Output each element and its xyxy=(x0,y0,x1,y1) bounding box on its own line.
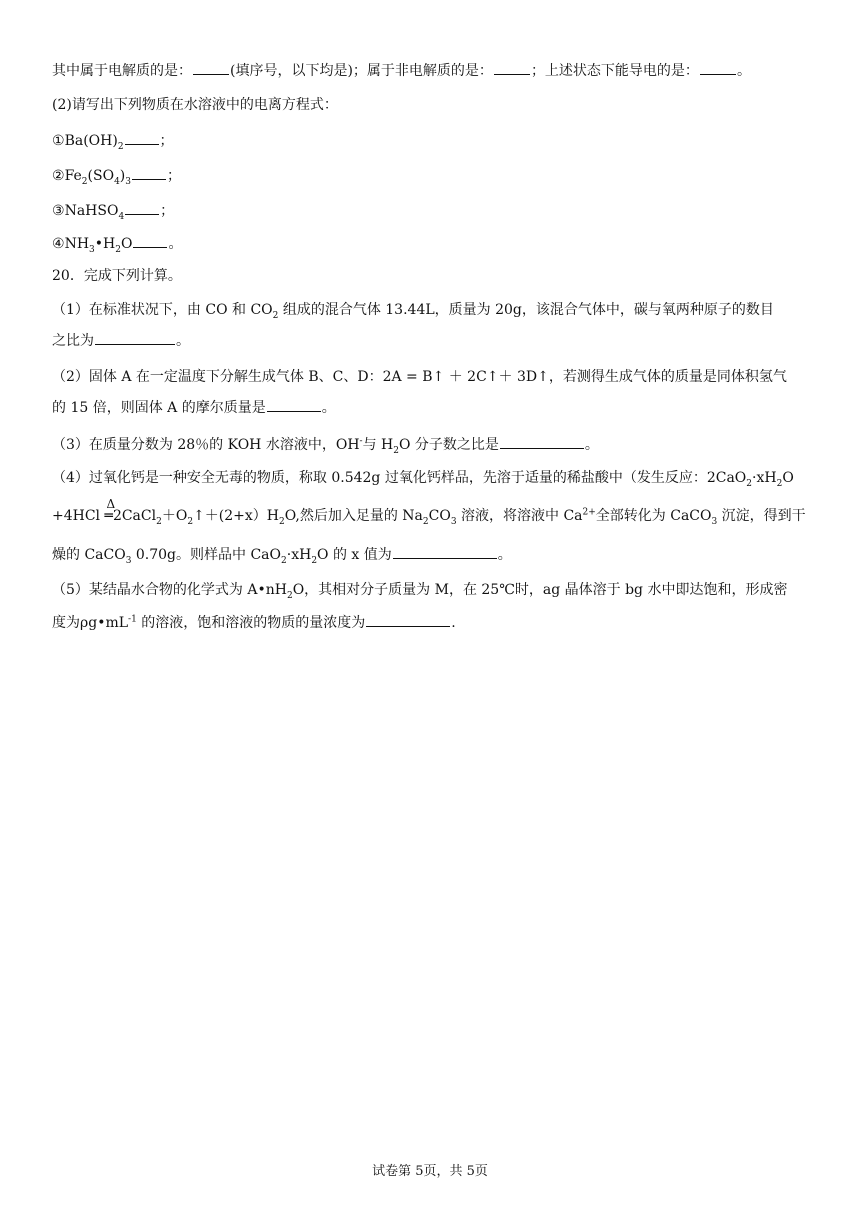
answer-blank[interactable] xyxy=(393,544,497,559)
question-20-heading: 20．完成下列计算。 xyxy=(52,268,182,284)
answer-blank[interactable] xyxy=(132,165,166,180)
q20-3-line: （3）在质量分数为 28％的 KOH 水溶液中，OH-与 $H_2O$ 分子数之比是 。 xyxy=(52,434,599,455)
answer-blank[interactable] xyxy=(700,60,736,75)
answer-blank[interactable] xyxy=(193,60,229,75)
ionization-item-2: $②Fe_2(SO_4)_3$ ； xyxy=(52,165,181,186)
q20-5-line-1: （5）某结晶水合物的化学式为 $A•nH_2O$，其相对分子质量为 M，在 25℃时，ag 晶体溶于 bg 水中即达饱和，形成密 xyxy=(52,582,788,601)
answer-blank[interactable] xyxy=(133,233,167,248)
answer-blank[interactable] xyxy=(95,330,175,345)
ionization-item-4: $④NH_3•H_2O$ 。 xyxy=(52,233,182,254)
ionization-item-3: ③NaHSO$_4$ ； xyxy=(52,200,174,221)
answer-blank[interactable] xyxy=(500,434,584,449)
heat-condition: Δ ═ xyxy=(104,497,116,524)
answer-blank[interactable] xyxy=(125,130,159,145)
ionization-item-1: $①Ba(OH)_2$ ； xyxy=(52,130,174,151)
q20-4-line-2: +4HCl Δ $═2CaCl_2+O_2↑+(2+x)H_2O$,然后加入足量的 $Na_2CO_3$ 溶液，将溶液中 $Ca^{2+}$全部转化为 CaCO$_3$ 沉淀，得到干 xyxy=(52,497,806,527)
page-footer: 试卷第 5页，共 5页 xyxy=(372,1164,488,1179)
answer-blank[interactable] xyxy=(494,60,530,75)
q20-1-line-2: 之比为 。 xyxy=(52,330,190,351)
q20-5-line-2: 度为$\rho g•mL^{-1}$ 的溶液，饱和溶液的物质的量浓度为 . xyxy=(52,612,456,633)
answer-blank[interactable] xyxy=(125,200,159,215)
q20-2-line-1: （2）固体 A 在一定温度下分解生成气体 B、C、D：2A = B↑ ＋ 2C↑＋ 3D↑，若测得生成气体的质量是同体积氢气 xyxy=(52,369,787,385)
q20-4-line-1: （4）过氧化钙是一种安全无毒的物质，称取 0.542g 过氧化钙样品，先溶于适量的稀盐酸中（发生反应：$2CaO_2\cdot xH_2O$ xyxy=(52,470,794,489)
question-2-heading: (2)请写出下列物质在水溶液中的电离方程式： xyxy=(52,97,338,113)
answer-blank[interactable] xyxy=(366,612,450,627)
line-electrolyte-question: 其中属于电解质的是： (填序号，以下均是)；属于非电解质的是： ；上述状态下能导电的是： 。 xyxy=(52,60,751,81)
answer-blank[interactable] xyxy=(267,397,321,412)
q20-4-line-3: 燥的 CaCO$_3$ 0.70g。则样品中 $CaO_2\cdot xH_2O$ 的 x 值为 。 xyxy=(52,544,512,565)
q20-1-line-1: （1）在标准状况下，由 CO 和 $CO_2$ 组成的混合气体 13.44L，质量为 20g，该混合气体中，碳与氧两种原子的数目 xyxy=(52,302,774,321)
q20-2-line-2: 的 15 倍，则固体 A 的摩尔质量是 。 xyxy=(52,397,336,418)
